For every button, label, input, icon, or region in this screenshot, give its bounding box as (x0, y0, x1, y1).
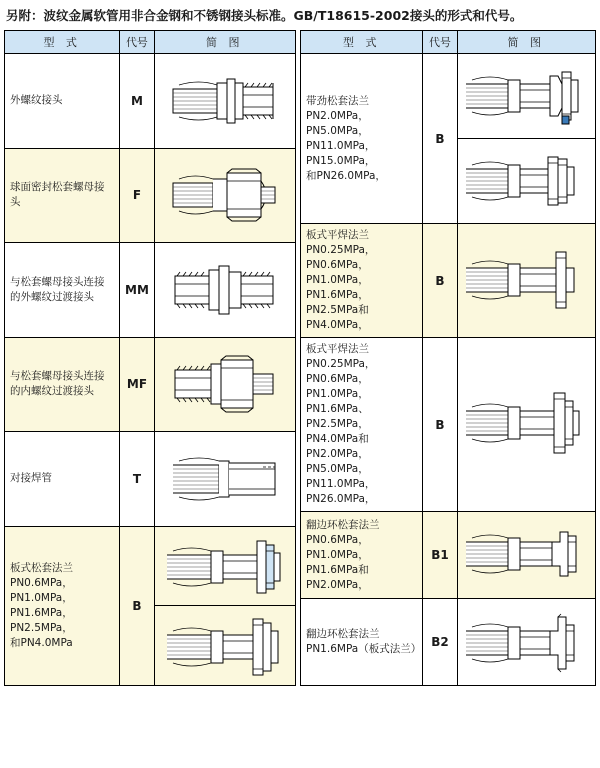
code-label: T (120, 432, 154, 527)
table-row (5, 337, 296, 432)
tables-container (0, 30, 600, 686)
figure-cell (154, 337, 296, 432)
figure-cell (457, 512, 595, 599)
type-label: 与松套螺母接头连接的外螺纹过渡接头 (5, 243, 120, 338)
table-row (301, 599, 596, 686)
right-header-type: 型 式 (301, 31, 423, 54)
right-header-code: 代号 (423, 31, 457, 54)
right-table-header-row (301, 31, 596, 54)
right-table (300, 30, 596, 686)
ribbed-loose-flange-icon-2 (458, 139, 594, 223)
figure-cell (457, 224, 595, 338)
figure-cell (154, 243, 296, 338)
figure-cell (154, 526, 296, 606)
female-transition-fitting-icon (155, 340, 294, 428)
figure-cell (154, 148, 296, 243)
type-label: 外螺纹接头 (5, 54, 120, 149)
table-row (5, 243, 296, 338)
left-table (4, 30, 296, 686)
left-header-type: 型 式 (5, 31, 120, 54)
left-header-code: 代号 (120, 31, 154, 54)
right-header-figure: 简 图 (457, 31, 595, 54)
type-label: 球面密封松套螺母接头 (5, 148, 120, 243)
type-label: 翻边环松套法兰 PN0.6MPa，PN1.0MPa， PN1.6MPa和PN2.0MPa， (301, 512, 423, 599)
left-header-figure: 简 图 (154, 31, 296, 54)
male-thread-fitting-icon (155, 57, 294, 145)
table-row (5, 148, 296, 243)
code-label: B (120, 526, 154, 685)
type-label: 翻边环松套法兰 PN1.6MPa（板式法兰） (301, 599, 423, 686)
figure-cell (154, 606, 296, 686)
table-row (5, 432, 296, 527)
table-row (301, 224, 596, 338)
figure-cell (457, 139, 595, 224)
type-label: 板式平焊法兰 PN0.25MPa，PN0.6MPa， PN1.0MPa，PN1.6MPa， PN2.5MPa和PN4.0MPa， (301, 224, 423, 338)
page-title: 另附：波纹金属软管用非合金钢和不锈钢接头标准。GB/T18615-2002接头的形式和代号。 (6, 8, 523, 23)
plate-loose-flange-icon-2 (155, 609, 294, 683)
plate-loose-flange-icon (155, 529, 294, 603)
code-label: M (120, 54, 154, 149)
code-label: MM (120, 243, 154, 338)
figure-cell (457, 599, 595, 686)
plate-flat-weld-flange-2-icon (458, 377, 594, 473)
lap-joint-flange-2-icon (458, 599, 594, 685)
table-row (301, 54, 596, 139)
figure-cell (154, 432, 296, 527)
type-label: 带劲松套法兰 PN2.0MPa，PN5.0MPa， PN11.0MPa，PN15.0MPa， 和PN26.0MPa， (301, 54, 423, 224)
spherical-seal-union-nut-icon (155, 151, 294, 239)
male-transition-fitting-icon (155, 246, 294, 334)
code-label: B (423, 338, 457, 512)
left-table-header-row (5, 31, 296, 54)
figure-cell (457, 54, 595, 139)
type-label: 与松套螺母接头连接的内螺纹过渡接头 (5, 337, 120, 432)
table-row (301, 338, 596, 512)
figure-cell (457, 338, 595, 512)
code-label: B2 (423, 599, 457, 686)
plate-flat-weld-flange-1-icon (458, 238, 594, 324)
table-row (5, 54, 296, 149)
type-label: 对接焊管 (5, 432, 120, 527)
ribbed-loose-flange-icon (458, 54, 594, 138)
type-label: 板式松套法兰 PN0.6MPa，PN1.0MPa， PN1.6MPa，PN2.5MPa， 和PN4.0MPa (5, 526, 120, 685)
type-label: 板式平焊法兰 PN0.25MPa，PN0.6MPa， PN1.0MPa，PN1.6MPa、 PN2.5MPa，PN4.0MPa和 PN2.0MPa，PN5.0MPa， PN11.0MPa，PN26.0MPa， (301, 338, 423, 512)
code-label: B (423, 54, 457, 224)
lap-joint-flange-1-icon (458, 512, 594, 598)
code-label: F (120, 148, 154, 243)
butt-weld-pipe-icon (155, 435, 294, 523)
table-row (5, 526, 296, 606)
figure-cell (154, 54, 296, 149)
code-label: MF (120, 337, 154, 432)
code-label: B1 (423, 512, 457, 599)
code-label: B (423, 224, 457, 338)
table-row (301, 512, 596, 599)
